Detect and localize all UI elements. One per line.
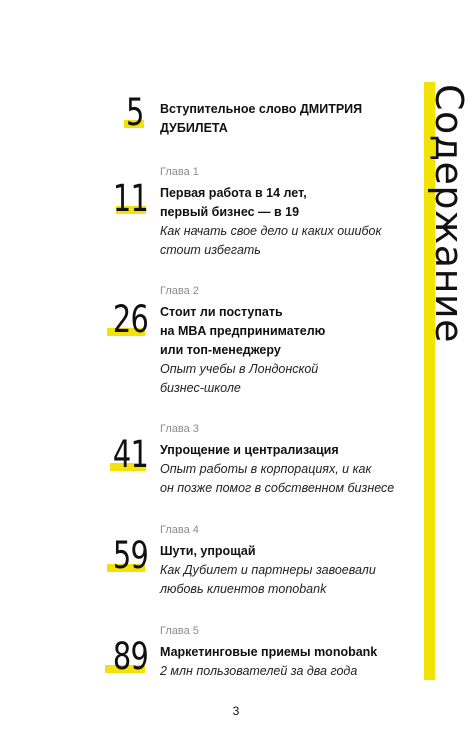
- page-number: 5: [126, 91, 144, 134]
- entry-description-line: Опыт работы в корпорациях, и как: [160, 462, 372, 476]
- entry-description-line: любовь клиентов monobank: [160, 582, 327, 596]
- chapter-label: Глава 2: [160, 285, 199, 297]
- entry-description-line: 2 млн пользователей за два года: [160, 664, 358, 678]
- entry-description-line: Опыт учебы в Лондонской: [160, 362, 319, 376]
- chapter-label: Глава 4: [160, 524, 199, 536]
- chapter-label: Глава 1: [160, 166, 199, 178]
- entry-title-line: Первая работа в 14 лет,: [160, 186, 307, 200]
- entry-title-line: Шути, упрощай: [160, 544, 256, 558]
- entry-title-line: или топ-менеджеру: [160, 343, 281, 357]
- page-number: 11: [112, 177, 149, 220]
- chapter-label: Глава 5: [160, 625, 199, 637]
- page-number: 41: [112, 433, 149, 476]
- entry-description-line: он позже помог в собственном бизнесе: [160, 481, 395, 495]
- page-number: 89: [112, 635, 149, 678]
- contents-title: Содержание: [427, 84, 471, 343]
- entry-title-line: Стоит ли поступать: [160, 305, 283, 319]
- entry-description-line: стоит избегать: [160, 243, 261, 257]
- entry-title: [160, 100, 420, 138]
- chapter-label: Глава 3: [160, 423, 199, 435]
- entry-title-line: первый бизнес — в 19: [160, 205, 300, 219]
- entry-description-line: Как начать свое дело и каких ошибок: [160, 224, 382, 238]
- entry-description-line: Как Дубилет и партнеры завоевали: [160, 563, 376, 577]
- entry-title-line: Маркетинговые приемы monobank: [160, 645, 378, 659]
- entry-title-line: Упрощение и централизация: [160, 443, 339, 457]
- entry-title-line: на MBA предпринимателю: [160, 324, 326, 338]
- page-number-footer: 3: [232, 704, 240, 718]
- entry-description-line: бизнес-школе: [160, 381, 241, 395]
- entry-title-text: Вступительное слово ДМИТРИЯ ДУБИЛЕТА: [160, 102, 363, 135]
- page-number: 26: [112, 298, 149, 341]
- page-number: 59: [112, 534, 149, 577]
